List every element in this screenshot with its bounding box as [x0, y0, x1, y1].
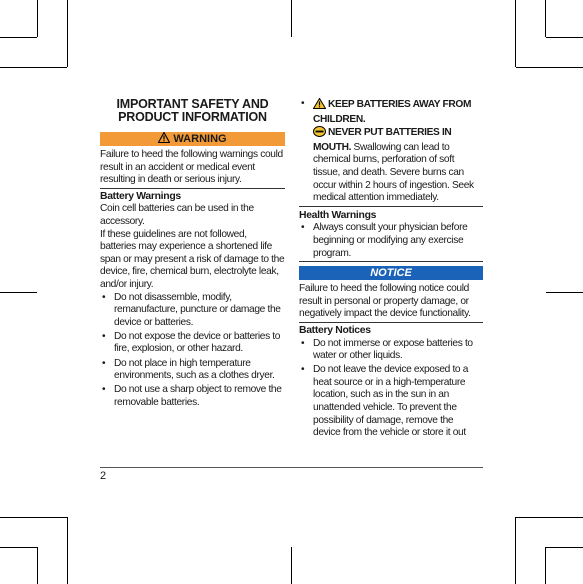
- warning-text: Failure to heed the following warnings could result in an accident or medical event resulting in death or serious injury.: [100, 149, 285, 189]
- warning-label: WARNING: [173, 133, 227, 145]
- battery-notices-heading: Battery Notices: [299, 324, 371, 336]
- battery-warnings-list: [100, 292, 285, 410]
- never-put-bold: NEVER PUT BATTERIES IN MOUTH.: [313, 127, 452, 153]
- notice-text: Failure to heed the following notice could result in personal or property damage, or negatively impact the device functionality.: [299, 283, 483, 323]
- warning-triangle-icon: [158, 132, 170, 146]
- notice-banner: [299, 266, 483, 280]
- page-number: 2: [100, 470, 107, 482]
- list-item: • Do not place in high temperature environments, such as a clothes dryer.: [102, 357, 275, 382]
- page-title: IMPORTANT SAFETY AND PRODUCT INFORMATION: [116, 97, 269, 124]
- keep-away-text: KEEP BATTERIES AWAY FROM CHILDREN.: [313, 99, 472, 125]
- list-item: • KEEP BATTERIES AWAY FROM CHILDREN. NEVER PUT BATTERIES IN MOUTH. Swallowing can lead to chemical burns, perforation of soft tissue, and death. Severe burns can occur within 2 hours of ingestion. Seek medical attention immediately.: [299, 98, 483, 207]
- health-warnings-list: [299, 222, 483, 262]
- list-item: • Do not leave the device exposed to a heat source or in a high-temperature location, such as in the sun in an unattended vehicle. To prevent the possibility of damage, remove the device from the vehicle or store it out: [301, 364, 469, 439]
- battery-warnings-intro: Coin cell batteries can be used in the accessory.: [100, 203, 254, 227]
- list-item: • Do not immerse or expose batteries to water or other liquids.: [301, 337, 473, 362]
- right-column: [299, 98, 483, 441]
- list-item: • Do not use a sharp object to remove the removable batteries.: [102, 384, 282, 408]
- notice-label: NOTICE: [370, 267, 412, 280]
- footer-rule: [100, 467, 483, 468]
- list-item: • Do not expose the device or batteries to fire, explosion, or other hazard.: [102, 330, 281, 355]
- warning-banner: [100, 132, 285, 146]
- battery-notices-list: [299, 338, 483, 440]
- left-column: [100, 98, 285, 411]
- battery-warnings-guidelines: If these guidelines are not followed, batteries may experience a shortened life span or may present a risk of damage to the device, fire, chemical burn, electrolyte leak, and/or injury.: [100, 228, 285, 290]
- no-mouth-icon: [313, 126, 326, 142]
- warning-triangle-icon: [313, 98, 326, 114]
- health-warnings-heading: Health Warnings: [299, 209, 377, 221]
- never-put-text: Swallowing can lead to chemical burns, perforation of soft tissue, and death. Severe burns can occur within 2 hours of ingestion. Seek medical attention immediately.: [313, 141, 474, 204]
- list-item: • Do not disassemble, modify, remanufacture, puncture or damage the device or batteries.: [102, 291, 281, 328]
- list-item: • Always consult your physician before beginning or modifying any exercise program.: [301, 222, 468, 259]
- battery-warnings-heading: Battery Warnings: [100, 190, 181, 202]
- children-warning-list: [299, 98, 483, 207]
